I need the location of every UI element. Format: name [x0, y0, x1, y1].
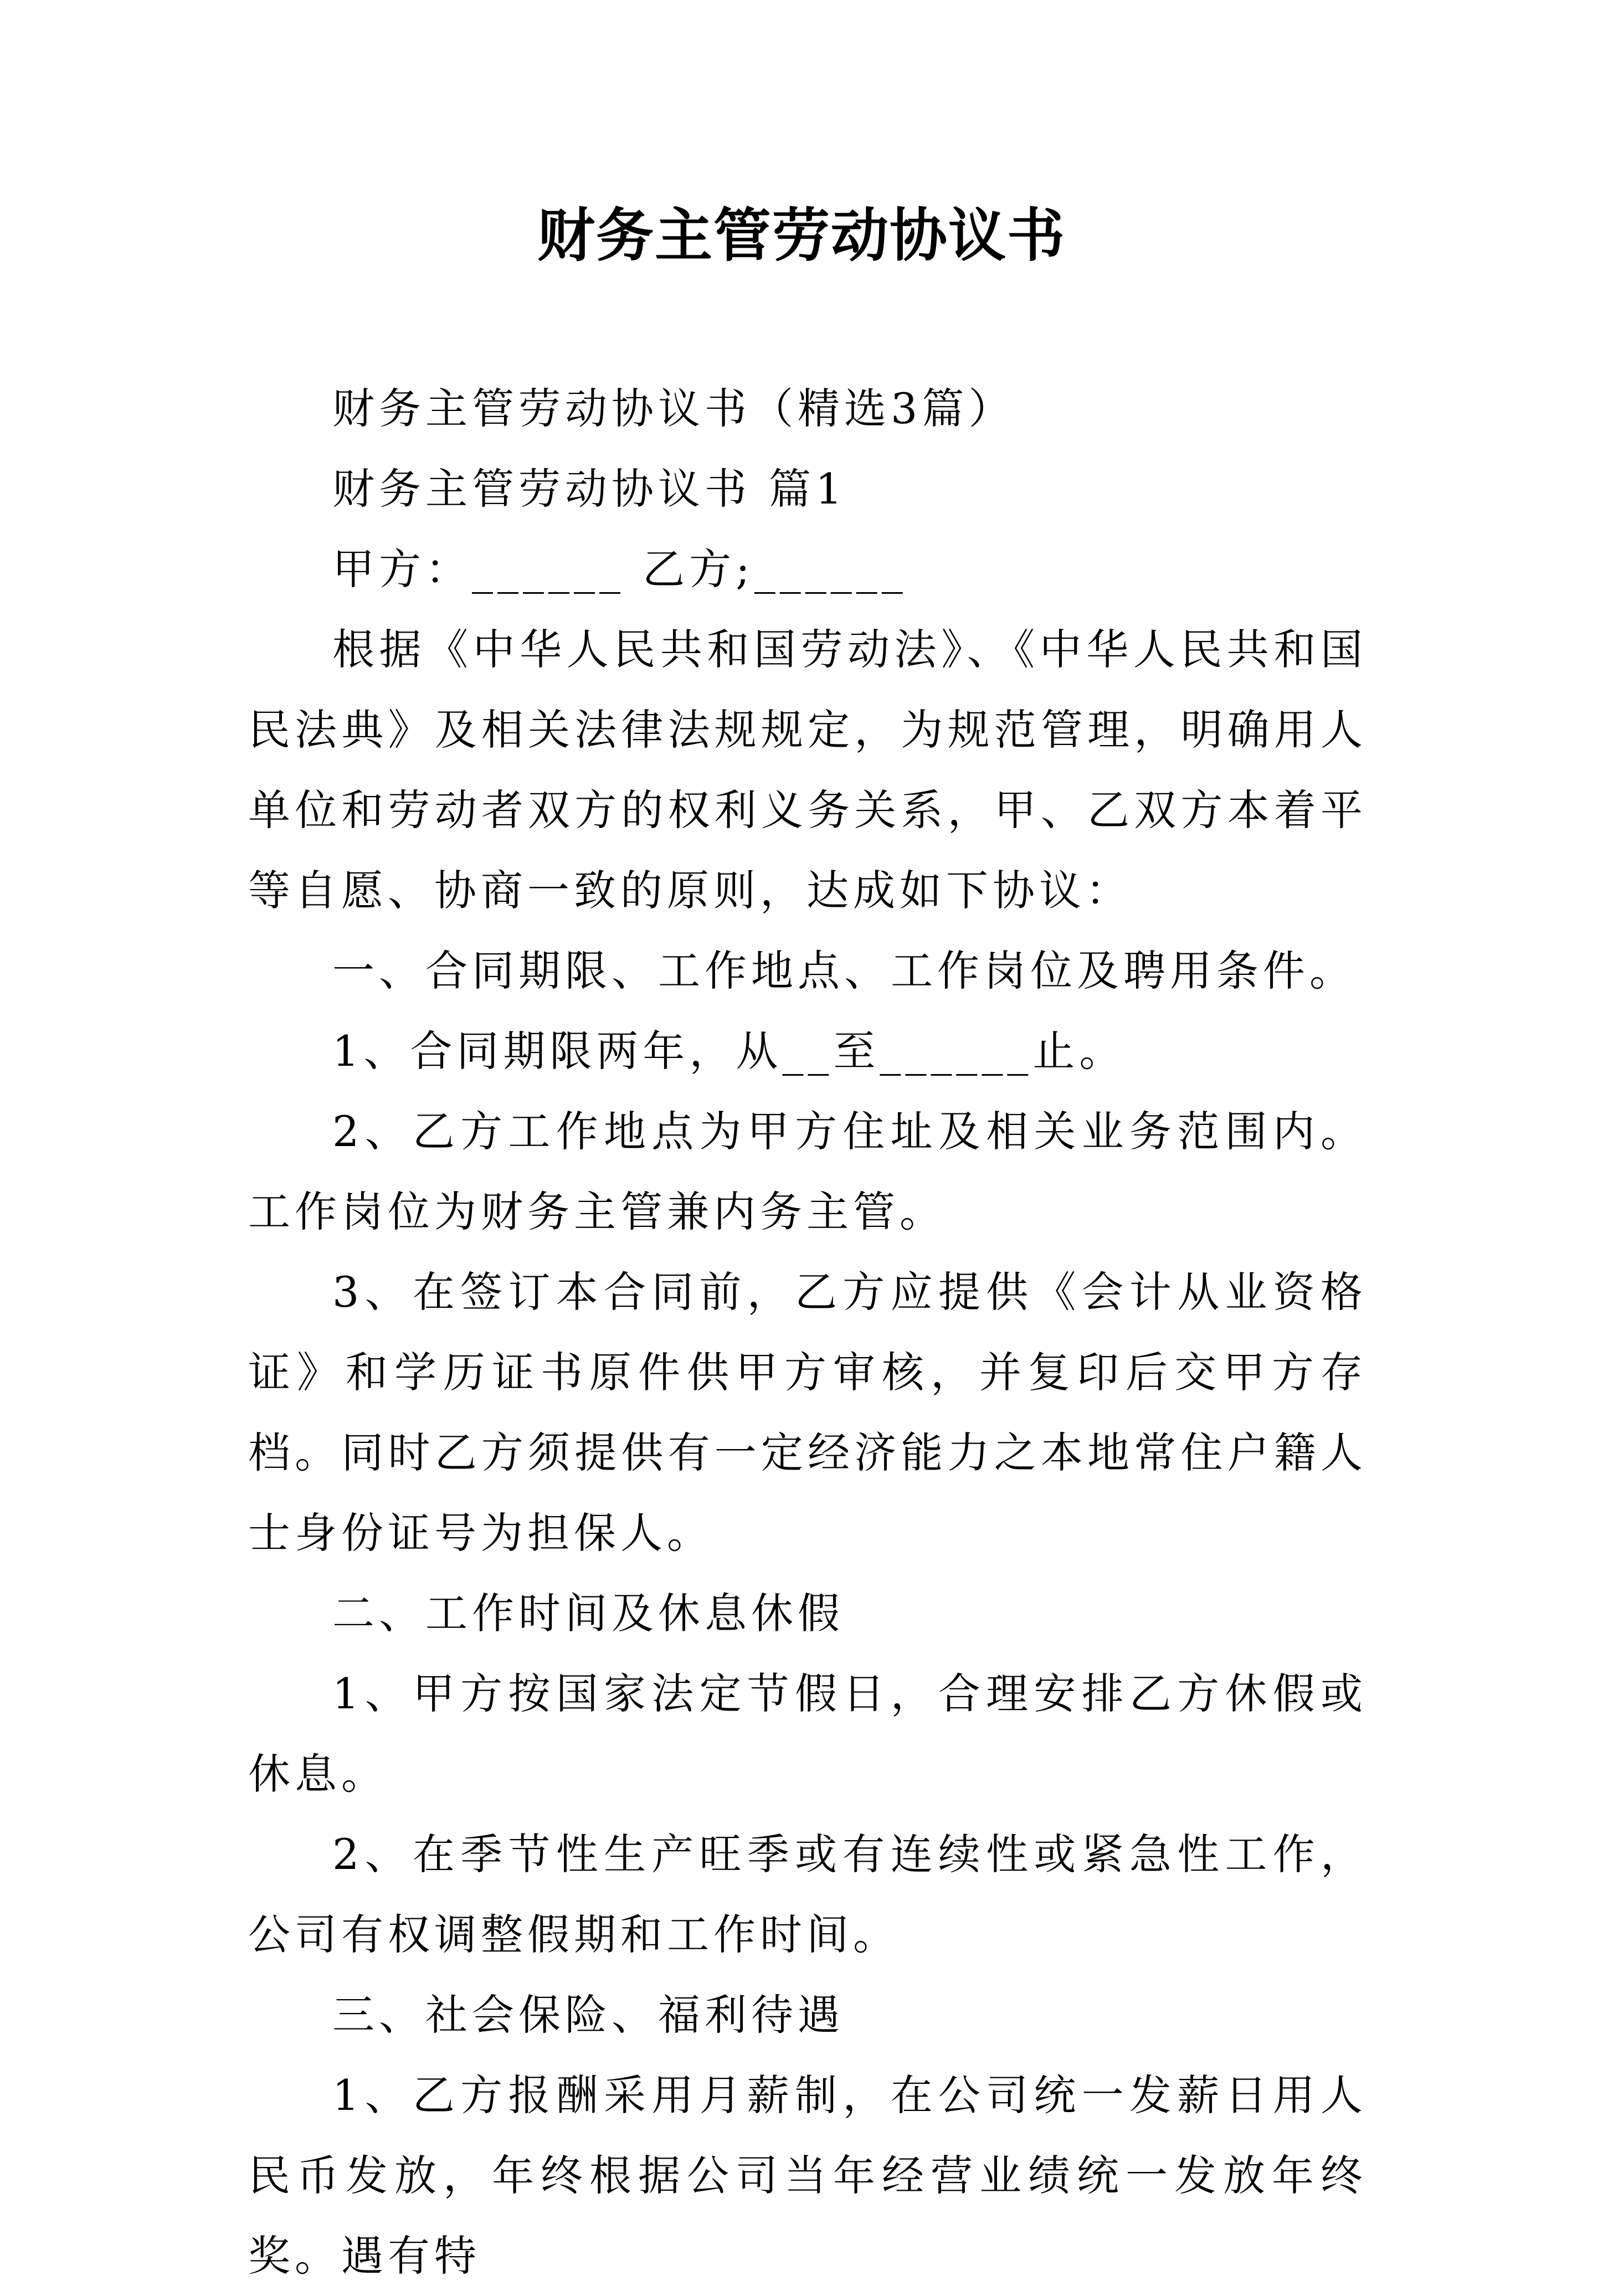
paragraph-clause-1-1: 1、合同期限两年，从__至______止。: [332, 1026, 1126, 1076]
paragraph-section-heading: 财务主管劳动协议书 篇1: [332, 464, 847, 513]
document-title: 财务主管劳动协议书: [537, 201, 1066, 269]
paragraph-clause-2-1: 1、甲方按国家法定节假日，合理安排乙方休假或休息。: [248, 1669, 1367, 1799]
paragraph-clause-3-1: 1、乙方报酬采用月薪制，在公司统一发薪日用人民币发放，年终根据公司当年经营业绩统一发放年终奖。遇有特: [248, 2071, 1367, 2280]
paragraph-heading-3: 三、社会保险、福利待遇: [332, 1990, 844, 2040]
paragraph-clause-1-3: 3、在签订本合同前，乙方应提供《会计从业资格证》和学历证书原件供甲方审核，并复印后交甲方存档。同时乙方须提供有一定经济能力之本地常住户籍人士身份证号为担保人。: [248, 1267, 1367, 1558]
document-body: [248, 368, 1367, 2296]
paragraph-heading-1: 一、合同期限、工作地点、工作岗位及聘用条件。: [332, 946, 1356, 995]
paragraph-heading-2: 二、工作时间及休息休假: [332, 1589, 844, 1638]
paragraph-subtitle: 财务主管劳动协议书（精选3篇）: [332, 384, 1015, 433]
paragraph-clause-1-2: 2、乙方工作地点为甲方住址及相关业务范围内。工作岗位为财务主管兼内务主管。: [248, 1107, 1367, 1236]
paragraph-clause-2-2: 2、在季节性生产旺季或有连续性或紧急性工作，公司有权调整假期和工作时间。: [248, 1830, 1367, 1959]
paragraph-parties: 甲方：______ 乙方;______: [332, 545, 907, 594]
paragraph-preamble: 根据《中华人民共和国劳动法》、《中华人民共和国民法典》及相关法律法规规定，为规范管理，明确用人单位和劳动者双方的权利义务关系，甲、乙双方本着平等自愿、协商一致的原则，达成如下协议：: [248, 625, 1367, 915]
